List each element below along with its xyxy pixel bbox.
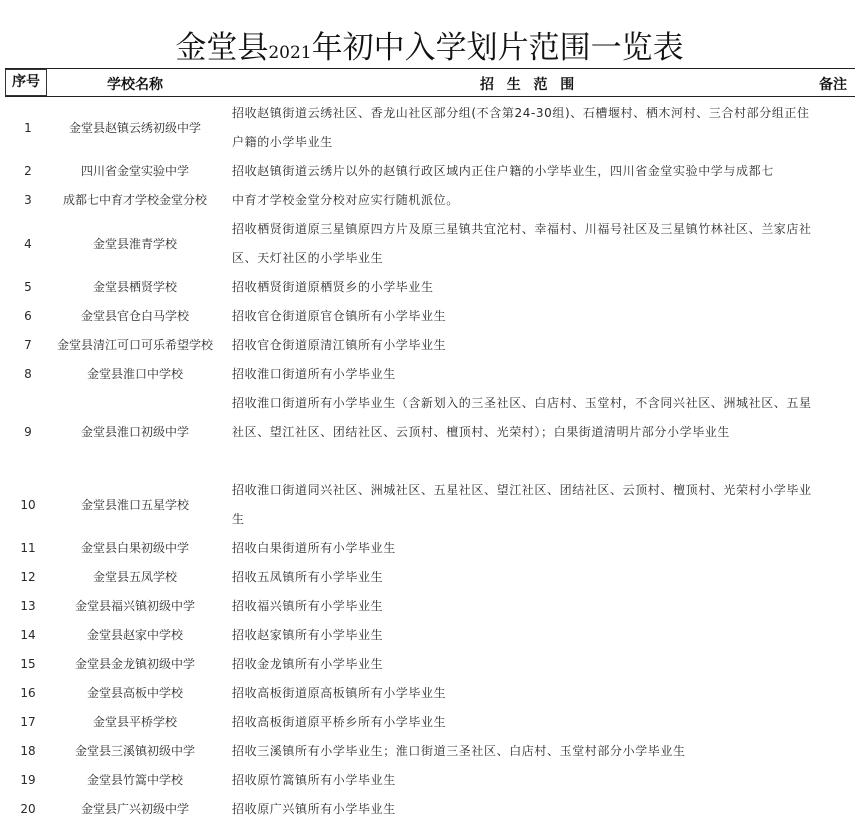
- row-number: 16: [20, 686, 36, 700]
- enrollment-scope: 招收官仓街道原清江镇所有小学毕业生: [232, 338, 447, 352]
- enrollment-scope: 招收淮口街道同兴社区、洲城社区、五星社区、望江社区、团结社区、云顶村、檀顶村、光荣村小学毕业生: [232, 483, 812, 526]
- school-name: 金堂县栖贤学校: [92, 280, 177, 294]
- row-number: 17: [20, 715, 36, 729]
- table-row: [0, 302, 859, 331]
- enrollment-scope: 招收淮口街道所有小学毕业生: [232, 367, 396, 381]
- school-name: 金堂县白果初级中学: [80, 541, 189, 555]
- table-row: [0, 331, 859, 360]
- school-name: 金堂县淮口初级中学: [80, 425, 189, 439]
- enrollment-scope: 招收高板街道原高板镇所有小学毕业生: [232, 686, 447, 700]
- row-number: 8: [24, 367, 32, 381]
- table-row: [0, 157, 859, 186]
- table-row: [0, 621, 859, 650]
- table-row: [0, 476, 859, 534]
- school-name: 金堂县福兴镇初级中学: [74, 599, 195, 613]
- enrollment-scope: 招收高板街道原平桥乡所有小学毕业生: [232, 715, 447, 729]
- row-number: 7: [24, 338, 32, 352]
- enrollment-scope: 招收赵镇街道云绣片以外的赵镇行政区域内正住户籍的小学毕业生，四川省金堂实验中学与成都七: [232, 164, 774, 178]
- table-row: [0, 708, 859, 737]
- row-number: 5: [24, 280, 32, 294]
- header-school: 学校名称: [107, 77, 163, 93]
- school-name: 金堂县三溪镇初级中学: [74, 744, 195, 758]
- row-number: 11: [20, 541, 36, 555]
- school-name: 金堂县平桥学校: [92, 715, 177, 729]
- school-name: 金堂县高板中学校: [86, 686, 183, 700]
- enrollment-scope: 中育才学校金堂分校对应实行随机派位。: [232, 193, 459, 207]
- table-row: [0, 534, 859, 563]
- row-number: 3: [24, 193, 32, 207]
- enrollment-scope: 招收三溪镇所有小学毕业生；淮口街道三圣社区、白店村、玉堂村部分小学毕业生: [232, 744, 686, 758]
- row-number: 9: [24, 425, 32, 439]
- school-name: 金堂县淮口五星学校: [80, 498, 189, 512]
- row-number: 10: [20, 498, 36, 512]
- enrollment-scope: 招收原竹篙镇所有小学毕业生: [232, 773, 396, 787]
- row-number: 6: [24, 309, 32, 323]
- enrollment-scope: 招收栖贤街道原三星镇原四方片及原三星镇共宜沱村、幸福村、川福号社区及三星镇竹林社区、兰家店社区、天灯社区的小学毕业生: [232, 222, 812, 265]
- enrollment-scope: 招收金龙镇所有小学毕业生: [232, 657, 384, 671]
- school-name: 金堂县竹篙中学校: [86, 773, 183, 787]
- header-note: 备注: [819, 77, 847, 93]
- page-title: 金堂县2021年初中入学划片范围一览表: [175, 30, 684, 66]
- enrollment-scope: 招收赵镇街道云绣社区、香龙山社区部分组(不含第24-30组)、石槽堰村、栖木河村、三合村部分组正住户籍的小学毕业生: [232, 106, 810, 149]
- table-row: [0, 99, 859, 157]
- table-row: [0, 679, 859, 708]
- row-number: 20: [20, 802, 36, 816]
- row-number: 14: [20, 628, 36, 642]
- row-number: 1: [24, 121, 32, 135]
- row-number: 2: [24, 164, 32, 178]
- enrollment-scope: 招收原广兴镇所有小学毕业生: [232, 802, 396, 816]
- header-top-rule: [5, 68, 855, 69]
- header-scope: 招 生 范 围: [480, 77, 576, 93]
- row-number: 18: [20, 744, 36, 758]
- school-name: 四川省金堂实验中学: [80, 164, 189, 178]
- enrollment-scope: 招收官仓街道原官仓镇所有小学毕业生: [232, 309, 447, 323]
- school-name: 金堂县五凤学校: [92, 570, 177, 584]
- enrollment-scope: 招收福兴镇所有小学毕业生: [232, 599, 384, 613]
- header-seq: 序号: [5, 69, 47, 96]
- table-row: [0, 186, 859, 215]
- row-number: 12: [20, 570, 36, 584]
- enrollment-scope: 招收栖贤街道原栖贤乡的小学毕业生: [232, 280, 434, 294]
- row-number: 13: [20, 599, 36, 613]
- school-name: 成都七中育才学校金堂分校: [62, 193, 207, 207]
- school-name: 金堂县广兴初级中学: [80, 802, 189, 816]
- table-row: [0, 592, 859, 621]
- row-number: 19: [20, 773, 36, 787]
- school-name: 金堂县淮口中学校: [86, 367, 183, 381]
- table-row: [0, 273, 859, 302]
- school-name: 金堂县清江可口可乐希望学校: [56, 338, 213, 352]
- row-number: 15: [20, 657, 36, 671]
- table-row: [0, 360, 859, 389]
- table-row: [0, 795, 859, 824]
- table-row: [0, 766, 859, 795]
- school-name: 金堂县官仓白马学校: [80, 309, 189, 323]
- table-row: [0, 563, 859, 592]
- row-number: 4: [24, 237, 32, 251]
- table-row: [0, 215, 859, 273]
- enrollment-scope: 招收赵家镇所有小学毕业生: [232, 628, 384, 642]
- header-bottom-rule: [5, 96, 855, 97]
- school-name: 金堂县金龙镇初级中学: [74, 657, 195, 671]
- table-row: [0, 737, 859, 766]
- school-name: 金堂县赵镇云绣初级中学: [68, 121, 201, 135]
- table-row: [0, 650, 859, 679]
- school-name: 金堂县淮青学校: [92, 237, 177, 251]
- enrollment-scope: 招收淮口街道所有小学毕业生（含新划入的三圣社区、白店村、玉堂村，不含同兴社区、洲城社区、五星社区、望江社区、团结社区、云顶村、檀顶村、光荣村）；白果街道清明片部分小学毕业生: [232, 396, 812, 439]
- enrollment-scope: 招收白果街道所有小学毕业生: [232, 541, 396, 555]
- table-row: [0, 389, 859, 476]
- school-name: 金堂县赵家中学校: [86, 628, 183, 642]
- enrollment-scope: 招收五凤镇所有小学毕业生: [232, 570, 384, 584]
